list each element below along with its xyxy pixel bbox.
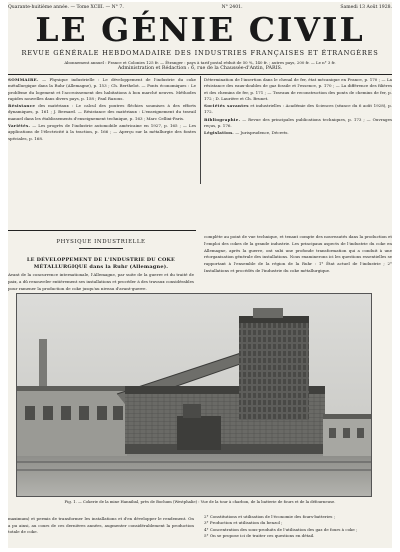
summary-text: Détermination de l'insertion dans le chenal de fer, état mécanique en France, p. 170 ; — La résistance des eaux-doubles de gaz fossile et l'essence, p. 170 ; — La différence des filières et des chemins de fer, p. 171 ; — Travaux de reconstruction des ponts de chemins de fer, p. 172 ; D. Laurière et Ch. Brunet.	[204, 77, 392, 101]
header-rule	[8, 74, 392, 75]
section-heading-rule	[79, 248, 123, 249]
issue-volume: Quarante-huitième année. — Tome XCIII. — N° 7.	[8, 5, 124, 10]
photo-chimney	[39, 339, 47, 394]
summary-label: Bibliographie.	[204, 116, 241, 122]
section-heading-text: PHYSIQUE INDUSTRIELLE	[56, 239, 146, 245]
list-item: 2° Constitutions et utilisation de l'économie des fours-batteries ;	[204, 514, 336, 519]
photo-ground	[17, 454, 371, 496]
summary-entry	[8, 77, 196, 102]
administration-address: Administration et Rédaction : 6, rue de la Chaussée-d'Antin, PARIS.	[117, 66, 283, 71]
summary-entry	[204, 117, 392, 130]
article-body-left: maximum) et permis de transformer les installations et d'en développer le rendement. On a pu ainsi, au cours de ces dernières années, augmenter considérablement la production totale de coke.	[8, 516, 194, 535]
article-title: LE DÉVELOPPEMENT DE L'INDUSTRIE DU COKE MÉTALLURGIQUE dans la Ruhr (Allemagne).	[26, 257, 176, 270]
article-body-right	[204, 514, 392, 540]
summary-text: — Les progrès de l'industrie automobile américaine en 1927, p. 165 ; — Les applications de l'électricité à la traction, p. 166 ; — Aperçu sur la métallurgie des fontes spéciales, p. 168.	[8, 123, 196, 141]
list-item: 3° Production et utilisation du benzol ;	[204, 520, 283, 526]
coke-plant-photo	[17, 294, 371, 496]
photo-coal-tower	[239, 320, 309, 420]
summary-label: Sociétés savantes	[204, 103, 249, 109]
intro-right-column: complète au point de vue technique, et tenant compte des nouveautés dans la production et l'emploi des cokes de la grande industrie. Les principaux aspects de l'industrie du coke en Allemagne, après la guerre, ont subi une profonde transformation qui a conduit à une réorganisation générale des installations. Nous examinerons ici les questions essentielles se rapportant à l'ensemble de la région de la Ruhr : 1° État actuel de l'industrie ; 2° Installations et procédés de l'industrie du coke métallurgique.	[204, 234, 392, 273]
newspaper-page	[8, 2, 392, 548]
summary-text: — Jurisprudence, Décrets.	[235, 130, 289, 136]
figure-photo	[16, 293, 372, 497]
list-item: 5° On se propose ici de traiter ces questions en détail.	[204, 533, 315, 539]
summary-text: — Revue des principales publications techniques, p. 173 ; — Ouvrages reçus, p. 176.	[204, 116, 392, 129]
summary-rule-left	[8, 230, 196, 231]
summary-left	[8, 77, 196, 143]
masthead-title: LE GÉNIE CIVIL	[35, 10, 365, 49]
subscription-info: Abonnement annuel : France et Colonies 125 fr. — Étranger : pays à tarif postal réduit de 50 %, 140 fr. ; autres pays, 200 fr. — Le n° 3 fr.	[64, 60, 336, 65]
summary-column-separator	[200, 76, 201, 184]
issue-date: Samedi 13 Août 1928.	[340, 5, 392, 10]
summary-entry	[204, 130, 392, 136]
summary-entry	[8, 103, 196, 122]
summary-right	[204, 77, 392, 138]
photo-pusher-machine	[177, 416, 221, 450]
summary-text: — Physique industrielle : Le développement de l'industrie du coke métallurgique dans la Ruhr (Allemagne), p. 153 ; Ch. Berthelot. — Ponts économiques : Le problème du logement et l'accroissement des habitations à bon marché neuves. Méthodes rapides nouvelles dans divers pays, p. 158 ; Paul Razous.	[8, 77, 196, 101]
section-heading	[8, 239, 194, 249]
summary-text: des matériaux : Le calcul des poutres fléchies soumises à des efforts dynamiques, p. 161 ; J. Bernard. — Résistance des matériaux : L'enseignement du travail manuel dans les établissements d'enseignement technique, p. 163 ; Marc Cellini-Paris.	[8, 103, 196, 121]
summary-label: SOMMAIRE.	[8, 77, 39, 82]
summary-label: Résistance	[8, 103, 36, 109]
masthead-subtitle: REVUE GÉNÉRALE HEBDOMADAIRE DES INDUSTRIES FRANÇAISES ET ÉTRANGÈRES	[21, 49, 379, 57]
summary-text: et industrielles : Académie des Sciences (séance du 6 août 1928), p. 172.	[204, 103, 392, 115]
issue-number: N° 2401.	[221, 5, 243, 10]
summary-entry	[8, 123, 196, 142]
summary-entry	[204, 77, 392, 102]
article-intro: Avant de la concurrence internationale, l'Allemagne, par suite de la guerre et du traité de paix, a dû renouveler entièrement ses installations et procéder à des travaux considérables pour ramener la production de coke jusqu'au niveau d'avant-guerre.	[8, 272, 194, 291]
summary-label: Législation.	[204, 130, 234, 136]
summary-label: Variétés.	[8, 123, 31, 129]
list-item: 4° Concentration des sous-produits de l'utilisation des gaz de fours à coke ;	[204, 526, 358, 532]
photo-shed	[17, 386, 127, 456]
summary-entry	[204, 103, 392, 116]
figure-caption: Fig. 1. — Cokerie de la mine Hannibal, près de Bochum (Westphalie) : Vue de la tour à charbon, de la batterie de fours et de la défourneuse.	[64, 499, 336, 504]
